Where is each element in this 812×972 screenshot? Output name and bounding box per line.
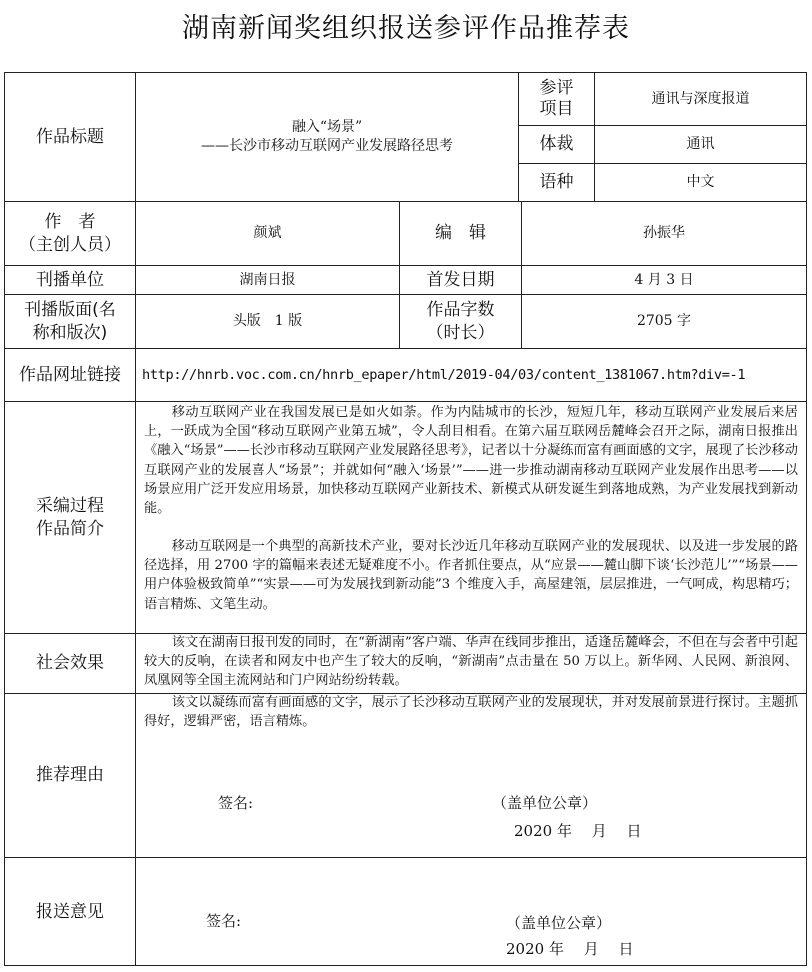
- process-paragraph-2: 移动互联网是一个典型的高新技术产业，要对长沙近几年移动互联网产业的发展现状、以及进一步发展的路径选择，用 2700 字的篇幅来表述无疑难度不小。作者抓住要点，从“应景——麓山脚下谈‘长沙范儿’”“场景——用户体验极致简单”“实景——可为发展找到新动能”3 个维度入手，高屋建瓴，层层推进，一气呵成，构思精巧；语言精炼、文笔生动。: [144, 539, 798, 612]
- label-author: [5, 202, 135, 265]
- label-language: 语种: [539, 172, 574, 192]
- language-value: 中文: [686, 174, 715, 190]
- edition-value: 头版 1 版: [232, 313, 303, 329]
- editor-value: 孙振华: [643, 225, 685, 241]
- first-date-value: 4 月 3 日: [634, 271, 694, 288]
- label-category: [519, 73, 594, 125]
- label-work-title: 作品标题: [36, 126, 104, 147]
- label-word-count-line2: （时长）: [426, 322, 495, 343]
- category-value: 通讯与深度报道: [651, 90, 750, 107]
- label-genre: 体裁: [539, 134, 574, 154]
- label-editor: 编 辑: [435, 223, 486, 243]
- label-process-line2: 作品简介: [36, 518, 104, 539]
- label-edition-line1: 刊播版面(名: [24, 299, 116, 320]
- genre-value: 通讯: [686, 136, 715, 152]
- label-author-line2: （主创人员）: [19, 234, 121, 255]
- reason-text: 该文以凝练而富有画面感的文字，展示了长沙移动互联网产业的发展现状，并对发展前景进行探讨。主题抓得好，逻辑严密，语言精炼。: [144, 695, 798, 730]
- label-first-date: 首发日期: [426, 269, 495, 290]
- work-title-value: [136, 73, 518, 201]
- label-social-effect: 社会效果: [36, 653, 104, 673]
- word-count-value: 2705 字: [636, 313, 692, 329]
- label-author-line1: 作 者: [44, 211, 96, 232]
- label-reason: 推荐理由: [36, 765, 104, 785]
- work-title-line2: ——长沙市移动互联网产业发展路径思考: [201, 138, 453, 154]
- opinion-seal-label: （盖单位公章）: [506, 914, 612, 932]
- work-url-link[interactable]: http://hnrb.voc.com.cn/hnrb_epaper/html/2019-04/03/content_1381067.htm?div=-1: [142, 367, 746, 383]
- label-process: [5, 402, 135, 633]
- reason-cell: [136, 694, 806, 857]
- reason-sign-label: 签名:: [218, 794, 254, 812]
- label-publisher: 刊播单位: [36, 269, 104, 290]
- url-cell: [136, 349, 806, 401]
- page-title: 湖南新闻奖组织报送参评作品推荐表: [182, 13, 630, 44]
- label-word-count-line1: 作品字数: [426, 299, 495, 320]
- publisher-value: 湖南日报: [239, 271, 296, 288]
- process-paragraph-1: 移动互联网产业在我国发展已是如火如荼。作为内陆城市的长沙，短短几年，移动互联网产业发展后来居上，一跃成为全国“移动互联网产业第五城”，令人刮目相看。在第六届互联网岳麓峰会召开之际，湖南日报推出《融入“场景”——长沙市移动互联网产业发展路径思考》，记者以十分凝练而富有画面感的文字，展现了长沙移动互联网产业的发展喜人“场景”；并就如何“融入‘场景’”——进一步推动湖南移动互联网产业发展作出思考——以场景应用广泛开发应用场景，加快移动互联网产业新技术、新模式从研发诞生到落地成熟，为产业发展找到新动能。: [144, 405, 798, 517]
- author-value: 颜斌: [253, 225, 282, 241]
- opinion-date-label: 2020 年 月 日: [506, 940, 634, 958]
- label-word-count: [400, 295, 521, 348]
- reason-seal-label: （盖单位公章）: [492, 794, 598, 812]
- label-process-line1: 采编过程: [36, 495, 104, 516]
- label-category-text: 参评项目: [539, 78, 574, 119]
- opinion-cell: [136, 858, 806, 966]
- label-opinion: 报送意见: [36, 901, 104, 922]
- work-title-line1: 融入“场景”: [291, 119, 363, 135]
- label-edition: [5, 295, 135, 348]
- label-edition-line2: 称和版次): [32, 322, 108, 343]
- reason-date-label: 2020 年 月 日: [514, 822, 642, 840]
- social-effect-cell: [136, 634, 806, 693]
- label-url: 作品网址链接: [19, 364, 121, 385]
- opinion-sign-label: 签名:: [206, 912, 242, 930]
- social-effect-text: 该文在湖南日报刊发的同时，在“新湖南”客户端、华声在线同步推出，适逢岳麓峰会，不但在与会者中引起较大的反响，在读者和网友中也产生了较大的反响，“新湖南”点击量在 50 万以上。新华网、人民网、新浪网、凤凰网等全国主流网站和门户网站纷纷转载。: [144, 635, 798, 689]
- process-text-cell: [136, 402, 806, 633]
- recommendation-form-table: [4, 72, 807, 966]
